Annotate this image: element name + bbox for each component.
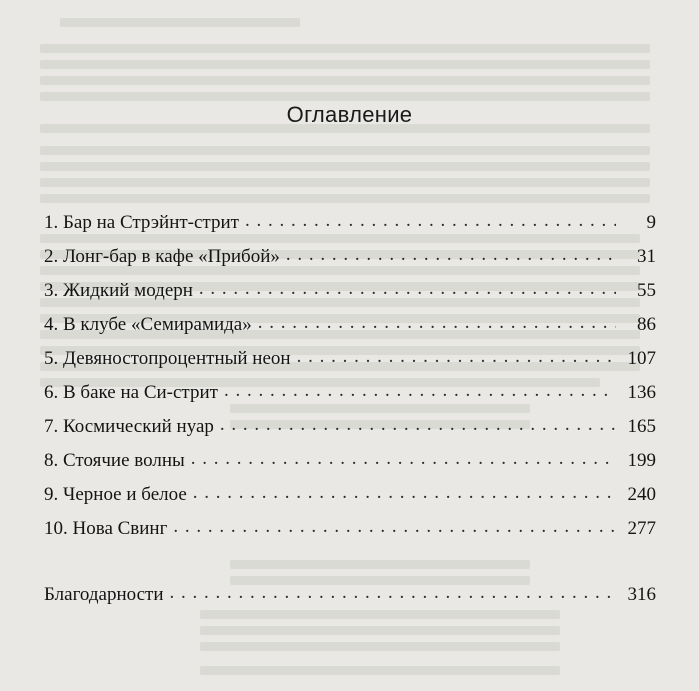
toc-entry: [44, 240, 656, 274]
toc-entry: [44, 206, 656, 240]
toc-entry-title: 1. Бар на Стрэйнт-стрит: [44, 212, 239, 233]
toc-entry-page-number: 55: [637, 280, 656, 301]
toc-leader-dots: [297, 340, 616, 374]
toc-entry: [44, 376, 656, 410]
toc-entry-title: 10. Нова Свинг: [44, 518, 168, 539]
toc-entry: [44, 342, 656, 376]
toc-entry-title: 6. В баке на Си-стрит: [44, 382, 218, 403]
toc-entry-page-number: 240: [627, 484, 656, 505]
toc-entry: [44, 274, 656, 308]
toc-entry-title: 4. В клубе «Семирамида»: [44, 314, 252, 335]
toc-leader-dots: [199, 272, 616, 306]
toc-leader-dots: [286, 238, 616, 272]
toc-entry: [44, 308, 656, 342]
toc-entry-title: Благодарности: [44, 584, 164, 605]
toc-leader-dots: [245, 204, 616, 238]
toc-leader-dots: [173, 510, 616, 544]
toc-entry: [44, 478, 656, 512]
toc-leader-dots: [191, 442, 616, 476]
toc-entry-page-number: 86: [637, 314, 656, 335]
toc-entry-page-number: 199: [627, 450, 656, 471]
toc-leader-dots: [170, 576, 617, 610]
toc-entry-page-number: 165: [627, 416, 656, 437]
toc-entry-page-number: 107: [627, 348, 656, 369]
toc-entry-acknowledgements: [44, 578, 656, 612]
toc-entry-title: 2. Лонг-бар в кафе «Прибой»: [44, 246, 280, 267]
toc-entry: [44, 410, 656, 444]
toc-entry-page-number: 277: [627, 518, 656, 539]
toc-leader-dots: [193, 476, 616, 510]
toc-entry: [44, 512, 656, 546]
toc-entry-title: 8. Стоячие волны: [44, 450, 185, 471]
page-title: Оглавление: [286, 102, 413, 127]
toc-entry-page-number: 316: [627, 584, 656, 605]
toc-entry: [44, 444, 656, 478]
table-of-contents: [44, 206, 656, 612]
toc-entry-page-number: 136: [627, 382, 656, 403]
toc-entry-page-number: 9: [646, 212, 656, 233]
toc-entry-title: 5. Девяностопроцентный неон: [44, 348, 291, 369]
toc-leader-dots: [220, 408, 616, 442]
toc-leader-dots: [258, 306, 616, 340]
toc-entry-title: 3. Жидкий модерн: [44, 280, 193, 301]
toc-entry-title: 7. Космический нуар: [44, 416, 214, 437]
toc-leader-dots: [224, 374, 616, 408]
toc-entry-title: 9. Черное и белое: [44, 484, 187, 505]
toc-entry-page-number: 31: [637, 246, 656, 267]
